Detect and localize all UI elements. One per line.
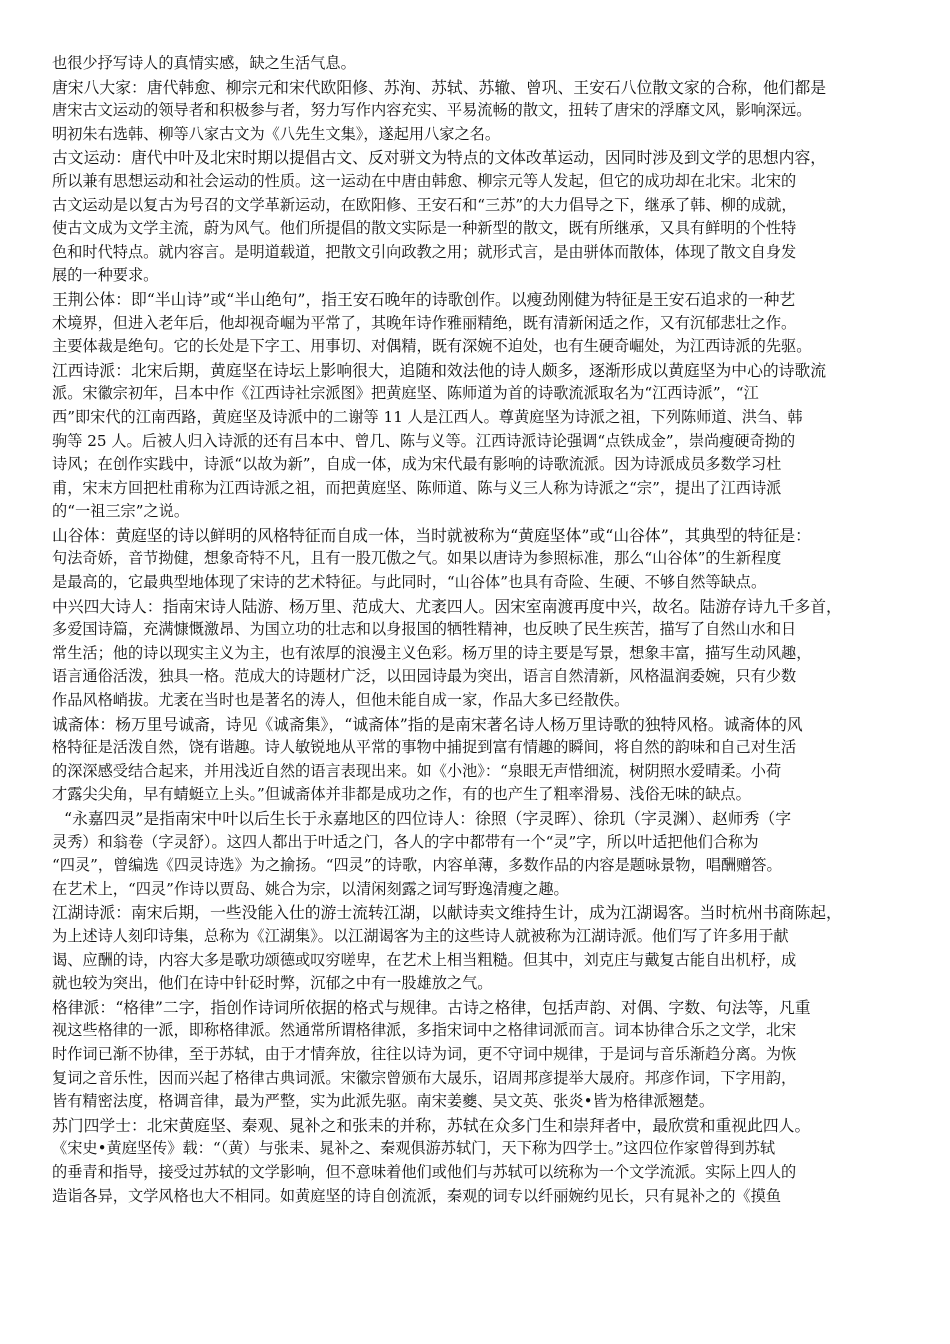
text-line: 也很少抒写诗人的真情实感，缺之生活气息。 <box>52 54 356 72</box>
text-line: 语言通俗活泼，独具一格。范成大的诗题材广泛，以田园诗最为突出，语言自然清新，风格温润委婉，只有少数 <box>52 667 797 686</box>
text-line: 灵秀）和翁卷（字灵舒）。这四人都出于叶适之门，各人的字中都带有一个“灵”字，所以叶适把他们合称为 <box>52 832 759 851</box>
text-line: “四灵”，曾编选《四灵诗选》为之揄扬。“四灵”的诗歌，内容单薄，多数作品的内容是题咏景物，唱酬赠答。 <box>52 856 782 875</box>
text-line: 山谷体：黄庭坚的诗以鲜明的风格特征而自成一体，当时就被称为“黄庭坚体”或“山谷体”，其典型的特征是： <box>52 525 811 545</box>
text-line: 皆有精密法度，格调音律，最为严整，实为此派先驱。南宋姜夔、吴文英、张炎•皆为格律派翘楚。 <box>52 1092 715 1111</box>
text-line: 驹等 25 人。后被人归入诗派的还有吕本中、曾几、陈与义等。江西诗派诗论强调“点铁成金”，崇尚瘦硬奇拗的 <box>52 431 796 450</box>
text-line: 时作词已渐不协律，至于苏轼，由于才情奔放，往往以诗为词，更不守词中规律，于是词与音乐渐趋分离。为恢 <box>52 1044 797 1063</box>
text-line: 视这些格律的一派，即称格律派。然通常所谓格律派，多指宋词中之格律词派而言。词本协律合乐之文学，北宋 <box>52 1021 797 1040</box>
text-line: 复词之音乐性，因而兴起了格律古典词派。宋徽宗曾颁布大晟乐，诏周邦彦提举大晟府。邦彦作词，下字用韵， <box>52 1068 797 1087</box>
text-line: 术境界，但进入老年后，他却视奇崛为平常了，其晚年诗作雅丽精绝，既有清新闲适之作，又有沉郁悲壮之作。 <box>52 313 797 332</box>
text-line: 古文运动：唐代中叶及北宋时期以提倡古文、反对骈文为特点的文体改革运动，因同时涉及到文学的思想内容， <box>52 148 827 168</box>
text-line: 句法奇娇，音节拗健，想象奇特不凡，且有一股兀傲之气。如果以唐诗为参照标准，那么“山谷体”的生新程度 <box>52 549 782 568</box>
text-line: 明初朱右选韩、柳等八家古文为《八先生文集》，遂起用八家之名。 <box>52 124 501 143</box>
text-line: 造诣各异，文学风格也大不相同。如黄庭坚的诗自创流派，秦观的词专以纤丽婉约见长，只有晁补之的《摸鱼 <box>52 1186 781 1205</box>
text-line: 西”即宋代的江南西路，黄庭坚及诗派中的二谢等 11 人是江西人。尊黄庭坚为诗派之祖，下列陈师道、洪刍、韩 <box>52 407 803 426</box>
text-line: 为上述诗人刻印诗集，总称为《江湖集》。以江湖谒客为主的这些诗人就被称为江湖诗派。他们写了许多用于献 <box>52 926 789 945</box>
text-line: 派。宋徽宗初年，吕本中作《江西诗社宗派图》把黄庭坚、陈师道为首的诗歌流派取名为“江西诗派”，“江 <box>52 384 759 403</box>
text-line: 唐宋八大家：唐代韩愈、柳宗元和宋代欧阳修、苏洵、苏轼、苏辙、曾巩、王安石八位散文家的合称，他们都是 <box>52 77 827 97</box>
text-line: 色和时代特点。就内容言。是明道载道，把散文引向政教之用；就形式言，是由骈体而散体，体现了散文自身发 <box>52 242 797 261</box>
text-line: 江西诗派：北宋后期，黄庭坚在诗坛上影响很大，追随和效法他的诗人颇多，逐渐形成以黄庭坚为中心的诗歌流 <box>52 360 827 380</box>
text-line: 主要体裁是绝句。它的长处是下字工、用事切、对偶精，既有深婉不迫处，也有生硬奇崛处，为江西诗派的先驱。 <box>52 337 812 356</box>
text-line: 唐宋古文运动的领导者和积极参与者，努力写作内容充实、平易流畅的散文，扭转了唐宋的浮靡文风，影响深远。 <box>52 101 812 120</box>
text-line: 使古文成为文学主流，蔚为风气。他们所提倡的散文实际是一种新型的散文，既有所继承，又具有鲜明的个性特 <box>52 219 797 238</box>
text-line: 江湖诗派：南宋后期，一些没能入仕的游士流转江湖，以献诗卖文维持生计，成为江湖谒客。当时杭州书商陈起， <box>52 903 842 923</box>
text-line: 的深深感受结合起来，并用浅近自然的语言表现出来。如《小池》：“泉眼无声惜细流，树阴照水爱晴柔。小荷 <box>52 761 782 780</box>
paragraph-text-body <box>52 52 904 1208</box>
text-line: 王荆公体：即“半山诗”或“半山绝句”，指王安石晚年的诗歌创作。以瘦劲刚健为特征是王安石追求的一种艺 <box>52 289 796 309</box>
text-line: 古文运动是以复古为号召的文学革新运动，在欧阳修、王安石和“三苏”的大力倡导之下，继承了韩、柳的成就， <box>52 195 797 214</box>
text-line: 诗风；在创作实践中，诗派“以故为新”，自成一体，成为宋代最有影响的诗歌流派。因为诗派成员多数学习杜 <box>52 455 782 474</box>
text-line: 的“一祖三宗”之说。 <box>52 502 190 521</box>
text-line: 是最高的，它最典型地体现了宋诗的艺术特征。与此同时，“山谷体”也具有奇险、生硬、不够自然等缺点。 <box>52 573 767 592</box>
text-line: 诚斋体：杨万里号诚斋，诗见《诚斋集》，“诚斋体”指的是南宋著名诗人杨万里诗歌的独特风格。诚斋体的风 <box>52 714 803 734</box>
text-line: 作品风格峭拔。尤袤在当时也是著名的涛人，但他未能自成一家，作品大多已经散佚。 <box>52 691 630 710</box>
text-line: 展的一种要求。 <box>52 266 159 285</box>
text-line: 多爱国诗篇，充满慷慨激昂、为国立功的壮志和以身报国的牺牲精神，也反映了民生疾苦，描写了自然山水和日 <box>52 620 797 639</box>
text-line: “永嘉四灵”是指南宋中叶以后生长于永嘉地区的四位诗人：徐照（字灵晖）、徐玑（字灵渊）、赵师秀（字 <box>64 809 792 828</box>
document-page <box>52 52 904 1208</box>
text-line: 甫，宋末方回把杜甫称为江西诗派之祖，而把黄庭坚、陈师道、陈与义三人称为诗派之“宗”，提出了江西诗派 <box>52 478 782 497</box>
text-line: 格特征是活泼自然，饶有谐趣。诗人敏锐地从平常的事物中捕捉到富有情趣的瞬间，将自然的韵味和自己对生活 <box>52 738 797 757</box>
text-line: 才露尖尖角，早有蜻蜓立上头。”但诚斋体并非都是成功之作，有的也产生了粗率滑易、浅俗无味的缺点。 <box>52 785 751 804</box>
text-line: 所以兼有思想运动和社会运动的性质。这一运动在中唐由韩愈、柳宗元等人发起，但它的成功却在北宋。北宋的 <box>52 171 797 190</box>
text-line: 中兴四大诗人：指南宋诗人陆游、杨万里、范成大、尤袤四人。因宋室南渡再度中兴，故名。陆游存诗九千多首， <box>52 596 842 616</box>
text-line: 格律派：“格律”二字，指创作诗词所依据的格式与规律。古诗之格律，包括声韵、对偶、字数、句法等，凡重 <box>52 997 811 1017</box>
text-line: 常生活；他的诗以现实主义为主，也有浓厚的浪漫主义色彩。杨万里的诗主要是写景，想象丰富，描写生动风趣， <box>52 643 812 662</box>
text-line: 谒、应酬的诗，内容大多是歌功颂德或叹穷嗟卑，在艺术上相当粗糙。但其中，刘克庄与戴复古能自出机杼，成 <box>52 950 797 969</box>
text-line: 的垂青和指导，接受过苏轼的文学影响，但不意味着他们或他们与苏轼可以统称为一个文学流派。实际上四人的 <box>52 1162 797 1181</box>
text-line: 苏门四学士：北宋黄庭坚、秦观、晁补之和张耒的并称，苏轼在众多门生和崇拜者中，最欣赏和重视此四人。 <box>52 1115 811 1135</box>
text-line: 就也较为突出，他们在诗中针砭时弊，沉郁之中有一股雄放之气。 <box>52 974 493 993</box>
text-line: 在艺术上，“四灵”作诗以贾岛、姚合为宗，以清闲刻露之词写野逸清瘦之趣。 <box>52 879 569 898</box>
text-line: 《宋史•黄庭坚传》载：“（黄）与张耒、晁补之、秦观俱游苏轼门，天下称为四学士。”这四位作家曾得到苏轼 <box>52 1139 776 1158</box>
